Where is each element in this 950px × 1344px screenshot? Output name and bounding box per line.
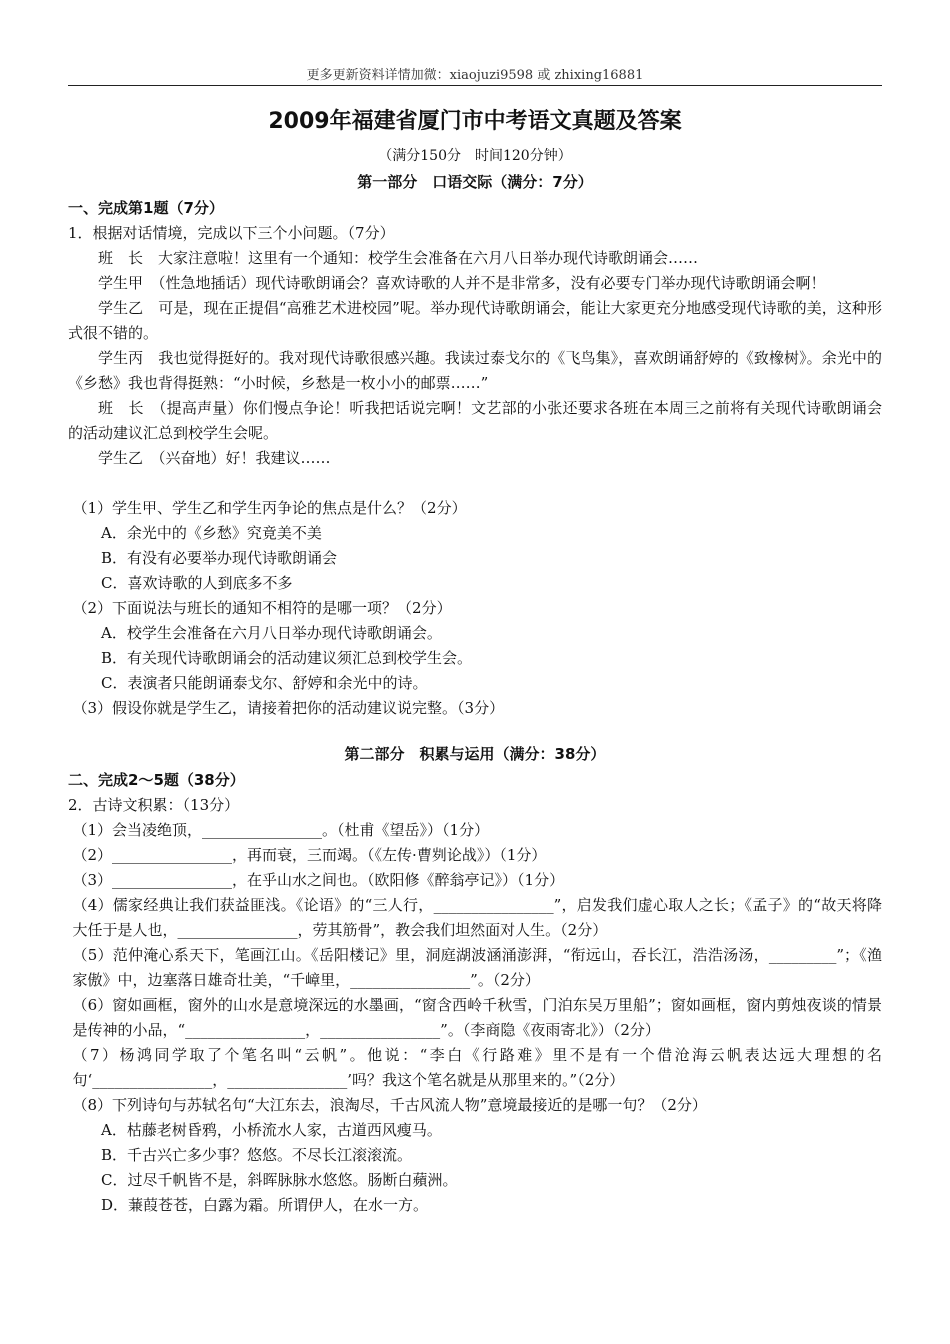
question-2-item: （5）范仲淹心系天下，笔画江山。《岳阳楼记》里，洞庭湖波涵涌澎湃，“衔远山，吞长江，浩浩汤汤，_________”；《渔家傲》中，边塞落日雄奇壮美，“千嶂里，________________”。（2分） xyxy=(72,946,882,989)
question-1-3: （3）假设你就是学生乙，请接着把你的活动建议说完整。（3分） xyxy=(72,699,505,717)
option-item: B．千古兴亡多少事？悠悠。不尽长江滚滚流。 xyxy=(101,1146,413,1164)
question-2-item: （3）________________，在乎山水之间也。（欧阳修《醉翁亭记》）（1分） xyxy=(72,871,565,889)
question-2-intro: 2．古诗文积累：（13分） xyxy=(68,796,240,814)
option-item: B．有关现代诗歌朗诵会的活动建议须汇总到校学生会。 xyxy=(101,649,473,667)
header-divider xyxy=(68,85,882,86)
option-item: C．喜欢诗歌的人到底多不多 xyxy=(101,574,293,592)
dialogue-line: 学生乙 可是，现在正提倡“高雅艺术进校园”呢。举办现代诗歌朗诵会，能让大家更充分地感受现代诗歌的美，这种形式很不错的。 xyxy=(68,299,882,342)
document-body xyxy=(68,100,882,1218)
question-1-1: （1）学生甲、学生乙和学生丙争论的焦点是什么？（2分） xyxy=(72,499,467,517)
option-item: A．校学生会准备在六月八日举办现代诗歌朗诵会。 xyxy=(101,624,442,642)
option-item: C．表演者只能朗诵泰戈尔、舒婷和余光中的诗。 xyxy=(101,674,428,692)
section2-title: 二、完成2～5题（38分） xyxy=(68,771,245,789)
question-2-item: （8）下列诗句与苏轼名句“大江东去，浪淘尽，千古风流人物”意境最接近的是哪一句？（2分） xyxy=(72,1096,707,1114)
dialogue-line: 学生乙 （兴奋地）好！我建议…… xyxy=(98,449,331,467)
option-item: A．余光中的《乡愁》究竟美不美 xyxy=(101,524,322,542)
part2-title: 第二部分 积累与运用（满分：38分） xyxy=(344,745,606,763)
dialogue-line: 学生甲 （性急地插话）现代诗歌朗诵会？喜欢诗歌的人并不是非常多，没有必要专门举办现代诗歌朗诵会啊！ xyxy=(98,274,826,292)
spacer xyxy=(68,471,882,496)
option-item: A．枯藤老树昏鸦，小桥流水人家，古道西风瘦马。 xyxy=(101,1121,442,1139)
question-2-item: （7）杨鸿同学取了个笔名叫“云帆”。他说：“李白《行路难》里不是有一个借沧海云帆表达远大理想的名句‘________________，________________’吗？我这个笔名就是从那里来的。”（2分） xyxy=(72,1046,882,1089)
question-2-item: （2）________________，再而衰，三而竭。（《左传·曹刿论战》）（1分） xyxy=(72,846,547,864)
dialogue-line: 班 长 （提高声量）你们慢点争论！听我把话说完啊！文艺部的小张还要求各班在本周三之前将有关现代诗歌朗诵会的活动建议汇总到校学生会呢。 xyxy=(68,399,882,442)
dialogue-line: 班 长 大家注意啦！这里有一个通知：校学生会准备在六月八日举办现代诗歌朗诵会…… xyxy=(98,249,699,267)
option-item: D．蒹葭苍苍，白露为霜。所谓伊人，在水一方。 xyxy=(101,1196,429,1214)
header-note: 更多更新资料详情加微：xiaojuzi9598 或 zhixing16881 xyxy=(306,68,644,83)
exam-info: （满分150分 时间120分钟） xyxy=(378,148,572,164)
spacer xyxy=(68,721,882,743)
question-2-item: （4）儒家经典让我们获益匪浅。《论语》的“三人行，________________”，启发我们虚心取人之长；《孟子》的“故天将降大任于是人也，________________，劳其筋骨”，教会我们坦然面对人生。（2分） xyxy=(72,896,882,939)
part1-title: 第一部分 口语交际（满分：7分） xyxy=(357,173,593,191)
page-title: 2009年福建省厦门市中考语文真题及答案 xyxy=(268,109,682,134)
question-2-item: （6）窗如画框，窗外的山水是意境深远的水墨画，“窗含西岭千秋雪，门泊东吴万里船”；窗如画框，窗内剪烛夜谈的情景是传神的小品，“________________，________________”。（李商隐《夜雨寄北》）（2分） xyxy=(72,996,882,1039)
option-item: B．有没有必要举办现代诗歌朗诵会 xyxy=(101,549,338,567)
question-1-2: （2）下面说法与班长的通知不相符的是哪一项？（2分） xyxy=(72,599,452,617)
option-item: C．过尽千帆皆不是，斜晖脉脉水悠悠。肠断白蘋洲。 xyxy=(101,1171,458,1189)
section1-title: 一、完成第1题（7分） xyxy=(68,199,224,217)
dialogue-line: 学生丙 我也觉得挺好的。我对现代诗歌很感兴趣。我读过泰戈尔的《飞鸟集》，喜欢朗诵舒婷的《致橡树》。余光中的《乡愁》我也背得挺熟：“小时候，乡愁是一枚小小的邮票……” xyxy=(68,349,882,392)
question-2-item: （1）会当凌绝顶，________________。（杜甫《望岳》）（1分） xyxy=(72,821,490,839)
question-1-intro: 1．根据对话情境，完成以下三个小问题。（7分） xyxy=(68,224,395,242)
